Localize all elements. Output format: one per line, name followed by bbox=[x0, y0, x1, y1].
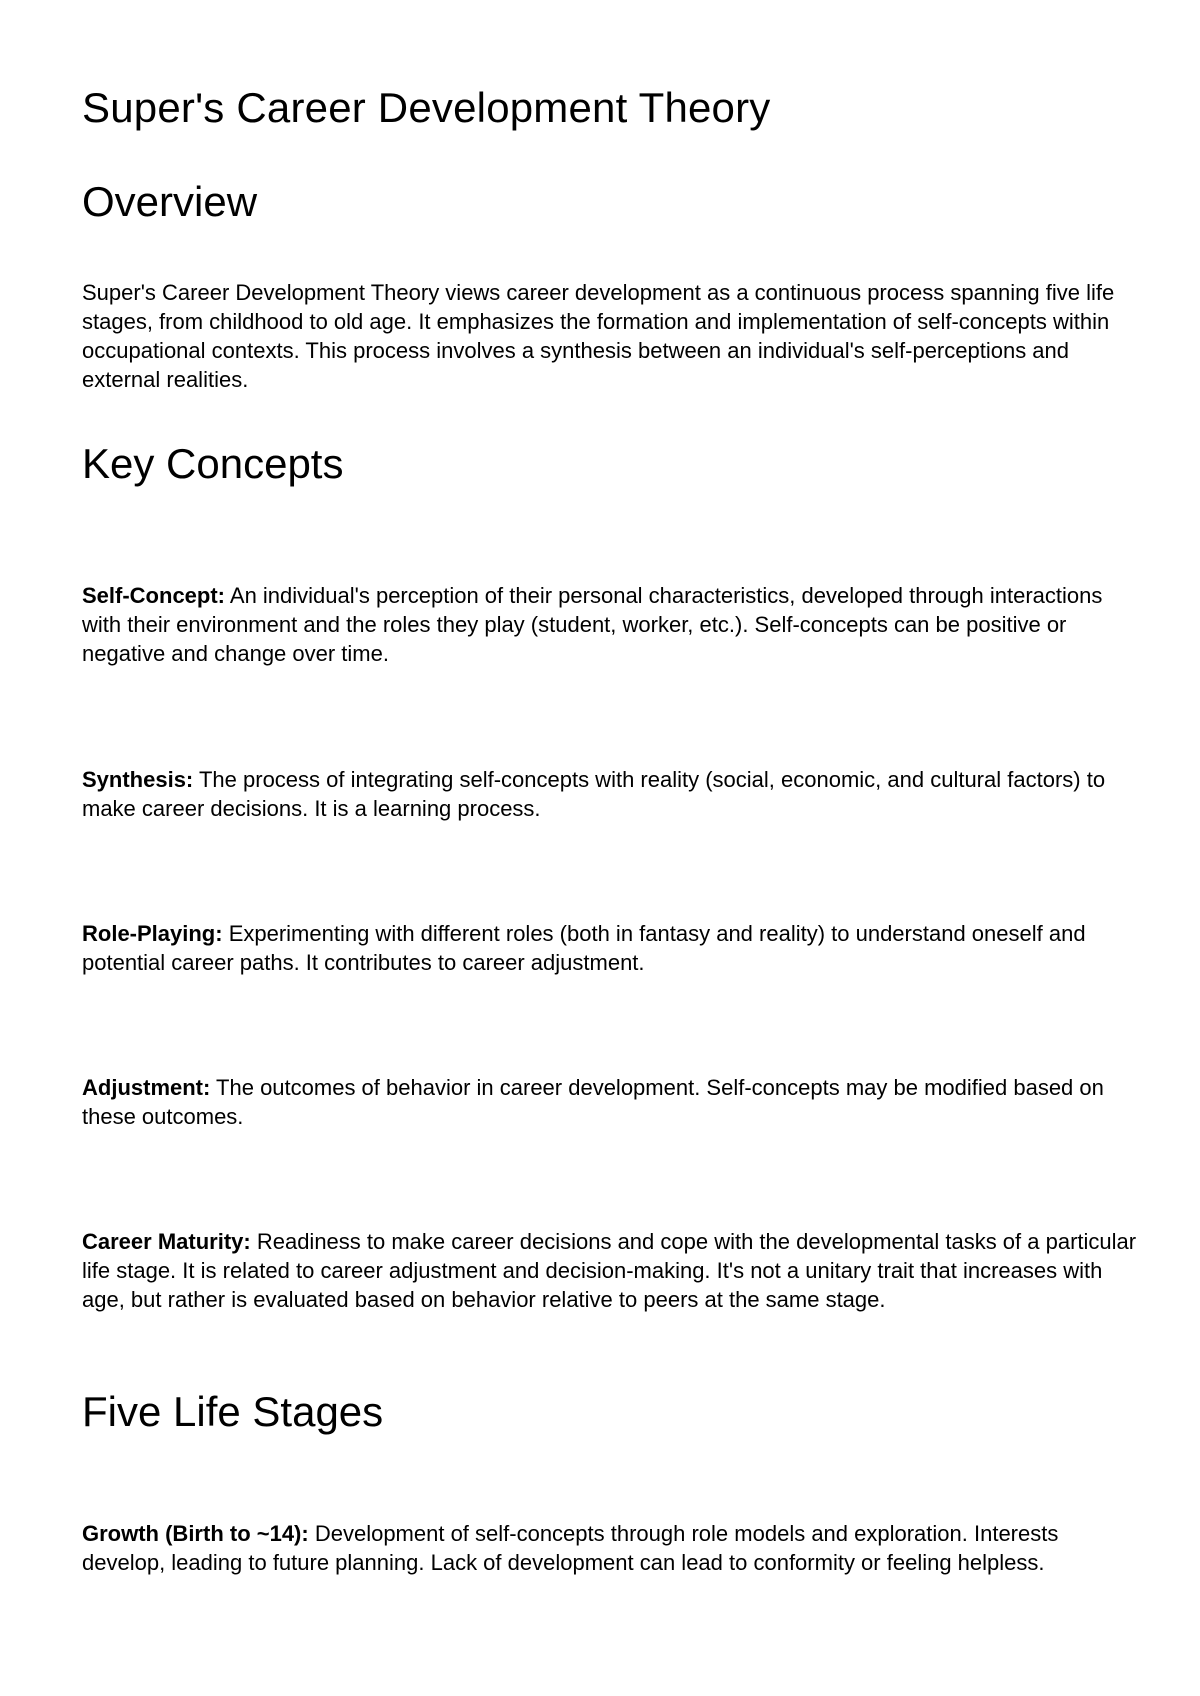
concept-term: Career Maturity: bbox=[82, 1229, 251, 1254]
concept-definition: Readiness to make career decisions and cope with the developmental tasks of a particular life stage. It is related to career adjustment and decision-making. It's not a unitary trait that increases with age, but rather is evaluated based on behavior relative to peers at the same stage. bbox=[82, 1229, 1137, 1312]
life-stages-heading: Five Life Stages bbox=[82, 1388, 384, 1435]
concept-definition: An individual's perception of their personal characteristics, developed through interactions with their environment and the roles they play (student, worker, etc.). Self-concepts can be positive or negative and change over time. bbox=[82, 583, 1103, 666]
concept-synthesis bbox=[82, 765, 1142, 823]
document-title: Super's Career Development Theory bbox=[82, 84, 771, 131]
overview-heading: Overview bbox=[82, 178, 258, 225]
concept-role-playing bbox=[82, 919, 1142, 977]
concept-term: Adjustment: bbox=[82, 1075, 211, 1100]
key-concepts-heading: Key Concepts bbox=[82, 440, 344, 487]
concept-definition: Experimenting with different roles (both in fantasy and reality) to understand oneself and potential career paths. It contributes to career adjustment. bbox=[82, 921, 1086, 975]
concept-term: Role-Playing: bbox=[82, 921, 223, 946]
concept-term: Self-Concept: bbox=[82, 583, 225, 608]
overview-paragraph: Super's Career Development Theory views career development as a continuous process spanning five life stages, from childhood to old age. It emphasizes the formation and implementation of self-concepts within occupational contexts. This process involves a synthesis between an individual's self-perceptions and external realities. bbox=[82, 280, 1115, 392]
concept-term: Synthesis: bbox=[82, 767, 194, 792]
stage-description: Development of self-concepts through role models and exploration. Interests develop, leading to future planning. Lack of development can lead to conformity or feeling helpless. bbox=[82, 1521, 1059, 1575]
stage-term: Growth (Birth to ~14): bbox=[82, 1521, 309, 1546]
concept-definition: The process of integrating self-concepts with reality (social, economic, and cultural factors) to make career decisions. It is a learning process. bbox=[82, 767, 1106, 821]
concept-definition: The outcomes of behavior in career development. Self-concepts may be modified based on these outcomes. bbox=[82, 1075, 1104, 1129]
concept-adjustment bbox=[82, 1073, 1142, 1131]
concept-self-concept bbox=[82, 581, 1142, 668]
stage-growth bbox=[82, 1519, 1142, 1577]
concept-career-maturity bbox=[82, 1227, 1142, 1314]
